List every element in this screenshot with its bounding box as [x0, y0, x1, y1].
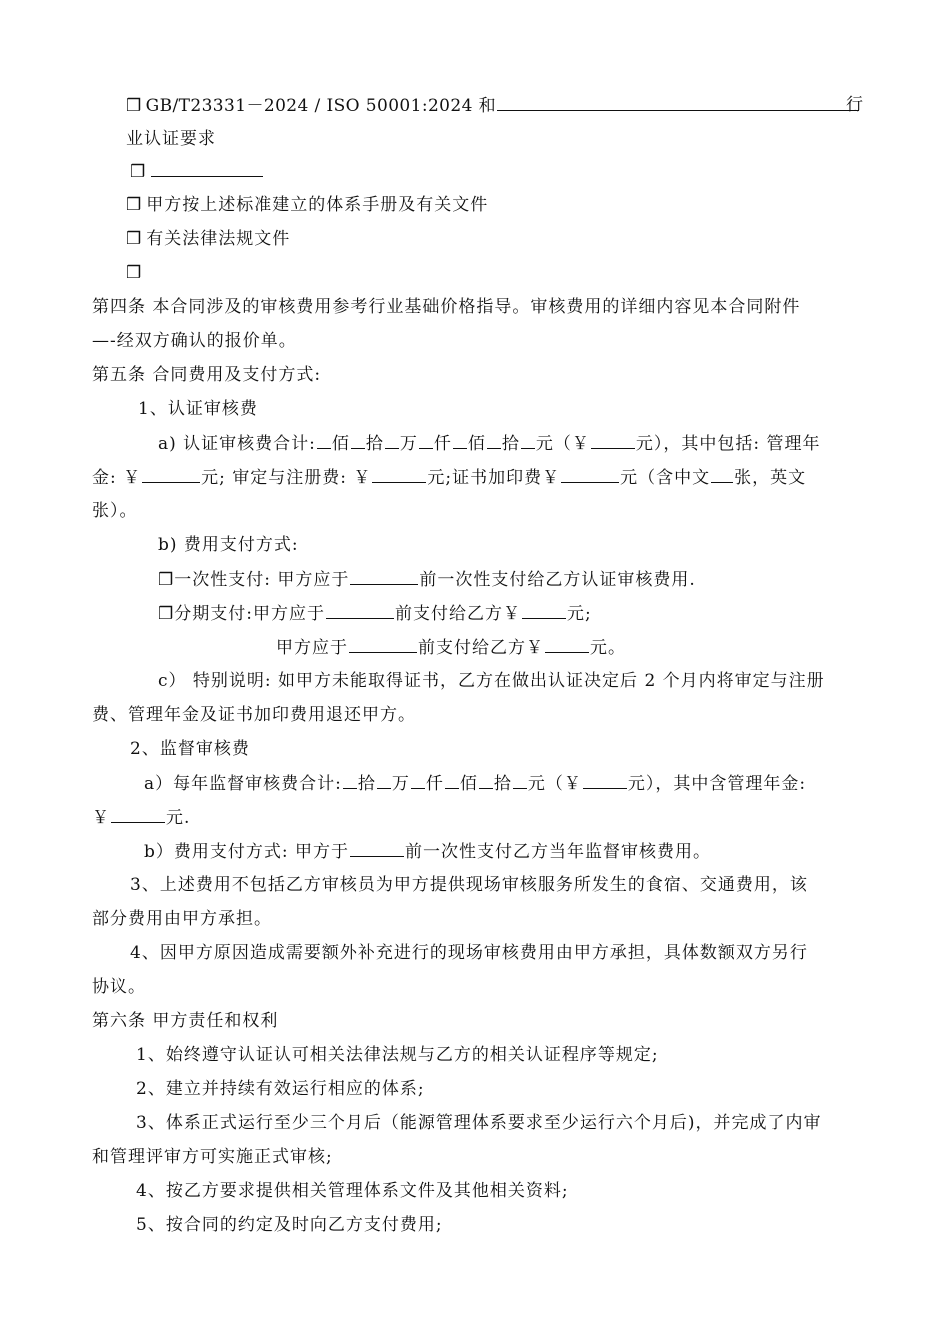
text: 拾	[365, 434, 384, 454]
section-surveillance-fee: 2、监督审核费	[130, 739, 250, 759]
article-4-line-2: —-经双方确认的报价单。	[92, 331, 297, 351]
article-6-item-3-line-2: 和管理评审方可实施正式审核;	[92, 1147, 333, 1167]
blank-field[interactable]	[591, 432, 635, 449]
text: 金: ￥	[92, 468, 142, 488]
text: 拾	[501, 434, 520, 454]
text: 仟	[425, 774, 444, 794]
text: 分期支付:甲方应于	[174, 604, 325, 624]
text: 佰	[459, 774, 478, 794]
blank-field[interactable]	[497, 94, 859, 111]
blank-field[interactable]	[521, 432, 535, 449]
checkbox-icon[interactable]: ❒	[126, 263, 143, 283]
article-6-title: 第六条 甲方责任和权利	[92, 1011, 279, 1031]
blank-field[interactable]	[513, 772, 527, 789]
checkbox-icon[interactable]: ❒	[158, 570, 175, 590]
blank-field[interactable]	[583, 772, 627, 789]
article-4-line-1: 第四条 本合同涉及的审核费用参考行业基础价格指导。审核费用的详细内容见本合同附件	[92, 297, 801, 317]
checkbox-icon[interactable]: ❒	[158, 604, 175, 624]
check-item-blank	[130, 160, 264, 183]
blank-field[interactable]	[317, 432, 331, 449]
special-note-line-1: c） 特别说明: 如甲方未能取得证书，乙方在做出认证决定后 2 个月内将审定与注册	[158, 671, 825, 691]
surveillance-fee-total-line	[144, 772, 806, 795]
checkbox-icon[interactable]: ❒	[126, 195, 143, 215]
check-item-label: 有关法律法规文件	[146, 229, 291, 249]
blank-field[interactable]	[343, 772, 357, 789]
special-note-line-2: 费、管理年金及证书加印费用退还甲方。	[92, 705, 416, 725]
text: 元），其中含管理年金:	[627, 774, 807, 794]
text: 前支付给乙方￥	[394, 604, 521, 624]
blank-field[interactable]	[111, 806, 165, 823]
text: 张，英文	[734, 468, 807, 488]
article-6-item-2: 2、建立并持续有效运行相应的体系;	[136, 1079, 425, 1099]
article-6-item-4: 4、按乙方要求提供相关管理体系文件及其他相关资料;	[136, 1181, 569, 1201]
blank-field[interactable]	[151, 160, 263, 177]
text: 万	[391, 774, 410, 794]
blank-field[interactable]	[479, 772, 493, 789]
text: 仟	[433, 434, 452, 454]
blank-field[interactable]	[453, 432, 467, 449]
text: 元（￥	[527, 774, 582, 794]
blank-field[interactable]	[385, 432, 399, 449]
text: 元（￥	[535, 434, 590, 454]
section-cert-fee: 1、认证审核费	[138, 399, 258, 419]
check-item-manual	[126, 194, 488, 216]
text: 拾	[357, 774, 376, 794]
blank-field[interactable]	[487, 432, 501, 449]
text: a）每年监督审核费合计:	[144, 774, 342, 794]
blank-field[interactable]	[349, 636, 417, 653]
blank-field[interactable]	[419, 432, 433, 449]
text: 元（含中文	[620, 468, 711, 488]
blank-field[interactable]	[445, 772, 459, 789]
blank-field[interactable]	[411, 772, 425, 789]
blank-field[interactable]	[711, 466, 733, 483]
blank-field[interactable]	[522, 602, 566, 619]
surveillance-fee-amount	[92, 806, 190, 829]
blank-field[interactable]	[350, 568, 418, 585]
text: 元;证书加印费￥	[427, 468, 561, 488]
clause-3-line-1: 3、上述费用不包括乙方审核员为甲方提供现场审核服务所发生的食宿、交通费用，该	[130, 875, 808, 895]
text: 前一次性支付给乙方认证审核费用.	[419, 570, 696, 590]
text: 元.	[166, 808, 191, 828]
checkbox-icon[interactable]: ❒	[130, 162, 147, 182]
article-6-item-1: 1、始终遵守认证认可相关法律法规与乙方的相关认证程序等规定;	[136, 1045, 659, 1065]
cert-fee-detail-line	[92, 466, 806, 489]
clause-3-line-2: 部分费用由甲方承担。	[92, 909, 272, 929]
text: a) 认证审核费合计:	[158, 434, 316, 454]
text: 佰	[331, 434, 350, 454]
check-item-label: 甲方按上述标准建立的体系手册及有关文件	[146, 195, 489, 215]
text: 万	[399, 434, 418, 454]
text: 元; 审定与注册费: ￥	[201, 468, 372, 488]
payment-lump-sum	[158, 568, 696, 591]
blank-field[interactable]	[350, 840, 404, 857]
text: 佰	[467, 434, 486, 454]
blank-field[interactable]	[377, 772, 391, 789]
text: b）费用支付方式: 甲方于	[144, 842, 350, 862]
article-6-item-5: 5、按合同的约定及时向乙方支付费用;	[136, 1215, 443, 1235]
blank-field[interactable]	[351, 432, 365, 449]
blank-field[interactable]	[545, 636, 589, 653]
text: 一次性支付: 甲方应于	[174, 570, 350, 590]
text: 拾	[493, 774, 512, 794]
blank-field[interactable]	[326, 602, 394, 619]
standard-line	[126, 94, 860, 117]
cert-fee-detail-end: 张）。	[92, 501, 138, 521]
text: 元），其中包括: 管理年	[635, 434, 821, 454]
blank-field[interactable]	[142, 466, 200, 483]
blank-field[interactable]	[561, 466, 619, 483]
article-6-item-3-line-1: 3、体系正式运行至少三个月后（能源管理体系要求至少运行六个月后)，并完成了内审	[136, 1113, 822, 1133]
standard-text: GB/T23331－2024 / ISO 50001:2024 和	[145, 96, 497, 116]
payment-installment-2	[276, 636, 626, 659]
payment-method-title: b) 费用支付方式:	[158, 535, 299, 555]
payment-installment	[158, 602, 592, 625]
clause-4-line-2: 协议。	[92, 977, 146, 997]
text: 甲方应于	[276, 638, 348, 658]
check-item-law	[126, 228, 290, 250]
text: 元。	[590, 638, 626, 658]
checkbox-icon[interactable]: ❒	[126, 229, 143, 249]
standard-line-end: 行	[846, 95, 862, 115]
article-5-title: 第五条 合同费用及支付方式:	[92, 365, 322, 385]
cert-fee-total-line	[158, 432, 821, 455]
text: 前一次性支付乙方当年监督审核费用。	[405, 842, 712, 862]
checkbox-icon[interactable]: ❒	[126, 96, 142, 116]
clause-4-line-1: 4、因甲方原因造成需要额外补充进行的现场审核费用由甲方承担，具体数额双方另行	[130, 943, 808, 963]
blank-field[interactable]	[372, 466, 426, 483]
surveillance-payment-line	[144, 840, 711, 863]
standard-line-cont: 业认证要求	[126, 129, 216, 149]
text: 前支付给乙方￥	[418, 638, 544, 658]
text: ￥	[92, 808, 110, 828]
text: 元;	[566, 604, 592, 624]
check-item-empty	[126, 262, 146, 284]
